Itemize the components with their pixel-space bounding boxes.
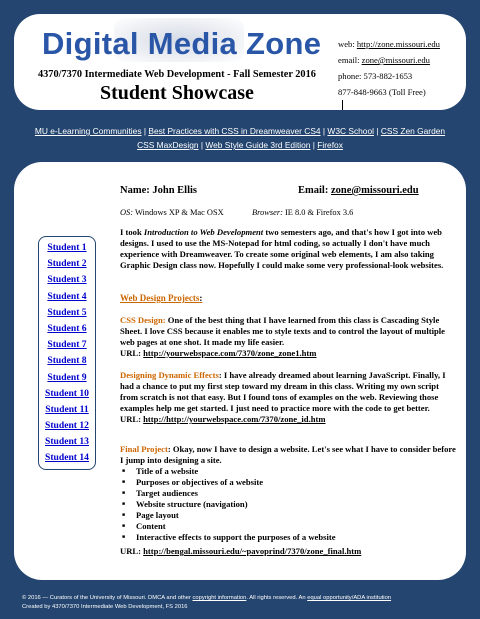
phone-number: phone: 573-882-1653	[338, 71, 413, 81]
sidebar-item-student-1[interactable]: Student 1	[47, 242, 87, 253]
nav-link-maxdesign[interactable]: CSS MaxDesign	[137, 140, 199, 150]
intro-course-name: Introduction to Web Development	[143, 227, 264, 237]
css-design-text: One of the best thing that I have learned from this class is Cascading Style Sheet. I love CSS because it enables me to style texts and to control the layout of multiple web pages at one shot. It made my life easier.	[120, 315, 445, 347]
final-url-label: URL:	[120, 546, 144, 556]
list-item: ■ Interactive effects to support the purposes of a website	[136, 532, 456, 543]
final-project-list	[120, 466, 456, 543]
browser-value: IE 8.0 & Firefox 3.6	[284, 208, 354, 217]
list-item: ■ Content	[136, 521, 456, 532]
list-item: ■ Website structure (navigation)	[136, 499, 456, 510]
sidebar-item-student-12[interactable]: Student 12	[45, 420, 89, 432]
text-cursor	[342, 100, 343, 110]
dynamic-effects-label: Designing Dynamic Effects	[120, 370, 219, 380]
nav-sep: |	[376, 126, 379, 136]
final-project-block	[120, 444, 456, 557]
sidebar-item-student-7[interactable]: Student 7	[47, 339, 87, 351]
sidebar-item-student-4[interactable]: Student 4	[47, 290, 87, 302]
nav-sep: |	[312, 140, 315, 150]
browser-wrap	[252, 208, 353, 217]
sidebar-item-student-3[interactable]: Student 3	[47, 274, 87, 286]
intro-text-a: I took	[120, 227, 144, 237]
main-panel	[14, 162, 466, 580]
student-sidebar	[38, 236, 96, 470]
footer-ada-link[interactable]: equal opportunity/ADA institution	[307, 595, 392, 601]
final-url-link[interactable]: http://bengal.missouri.edu/~pavoprind/7370/zone_final.htm	[143, 546, 362, 556]
dynamic-url-label: URL:	[120, 414, 144, 424]
final-project-text: : Okay, now I have to design a website. Let's see what I have to consider before I jump into designing a site.	[120, 444, 456, 465]
student-email-label: Email:	[298, 185, 329, 196]
nav-link-zen-garden[interactable]: CSS Zen Garden	[380, 126, 446, 136]
list-item: ■ Title of a website	[136, 466, 456, 477]
email-link[interactable]: zone@missouri.edu	[361, 55, 430, 65]
css-design-label: CSS Design:	[120, 315, 166, 325]
header-panel	[14, 14, 466, 110]
browser-label: Browser:	[252, 208, 283, 217]
sidebar-item-student-14[interactable]: Student 14	[45, 452, 89, 464]
sidebar-item-student-13[interactable]: Student 13	[45, 436, 89, 448]
footer-line-1	[22, 594, 391, 603]
nav-sep: |	[143, 126, 147, 136]
student-email-link[interactable]: zone@missouri.edu	[330, 185, 419, 196]
contact-info	[338, 36, 440, 100]
email-label: email:	[338, 55, 360, 65]
sidebar-item-student-8[interactable]: Student 8	[47, 355, 87, 367]
footer-copyright-link[interactable]: copyright information	[192, 595, 247, 601]
os-row	[120, 208, 354, 217]
projects-heading-text: Web Design Projects	[120, 293, 200, 303]
nav-sep: |	[322, 126, 326, 136]
list-item: ■ Purposes or objectives of a website	[136, 477, 456, 488]
nav-link-best-practices[interactable]: Best Practices with CSS in Dreamweaver CS4	[148, 126, 321, 136]
css-url-link[interactable]: http://yourwebspace.com/7370/zone_zone1.htm	[143, 348, 317, 358]
final-project-label: Final Project	[120, 444, 168, 454]
nav-row-2	[20, 138, 460, 152]
footer	[22, 594, 391, 612]
final-url-row	[120, 546, 456, 557]
sidebar-item-student-10[interactable]: Student 10	[45, 387, 89, 399]
list-item: ■ Target audiences	[136, 488, 456, 499]
os-value: Windows XP & Mac OSX	[134, 208, 224, 217]
footer-copyright: © 2016 — Curators of the University of Missouri. DMCA and other	[22, 595, 193, 601]
course-title: 4370/7370 Intermediate Web Development - Fall Semester 2016	[38, 69, 316, 80]
footer-rights: . All rights reserved. An	[246, 595, 308, 601]
sidebar-item-student-5[interactable]: Student 5	[47, 306, 87, 318]
sidebar-item-student-2[interactable]: Student 2	[47, 258, 87, 270]
web-link[interactable]: http://zone.missouri.edu	[356, 39, 440, 49]
toll-free-number: 877-848-9663 (Toll Free)	[338, 87, 426, 97]
projects-heading	[120, 293, 202, 303]
projects-heading-colon: :	[199, 293, 203, 303]
intro-paragraph	[120, 227, 456, 271]
nav-link-w3c[interactable]: W3C School	[327, 126, 374, 136]
nav-row-1	[20, 124, 460, 138]
list-item: ■ Page layout	[136, 510, 456, 521]
dynamic-effects-block	[120, 370, 456, 425]
footer-line-2: Created by 4370/7370 Intermediate Web Development, FS 2016	[22, 604, 188, 610]
sidebar-item-student-9[interactable]: Student 9	[47, 371, 87, 383]
dynamic-effects-text: : I have already dreamed about learning JavaScript. Finally, I had a chance to put my first step toward my dream in this class. Writing my own script from scratch is not that easy. But I found tons of examples on the web. Reviewing those examples help me get started. I just need to practice more with the code to get better.	[120, 370, 446, 413]
nav-link-firefox[interactable]: Firefox	[317, 140, 343, 150]
resource-nav	[20, 124, 460, 152]
nav-link-style-guide[interactable]: Web Style Guide 3rd Edition	[205, 140, 311, 150]
page-title: Student Showcase	[100, 82, 254, 104]
intro-text-b: two semesters ago, and that's how I got into web designs. I used to use the MS-Notepad for html coding, so actually I don't have much experience with Dreamweaver. To create some original web elements, I am also taking Graphic Design class now. Hopefully I could make some very professional-look websites.	[120, 227, 444, 270]
css-design-block	[120, 315, 456, 359]
web-label: web:	[338, 39, 355, 49]
nav-sep: |	[200, 140, 204, 150]
os-label: OS:	[120, 208, 134, 217]
name-row	[120, 185, 456, 196]
site-logo[interactable]: Digital Media Zone	[42, 26, 322, 61]
css-url-label: URL:	[120, 348, 144, 358]
sidebar-item-student-6[interactable]: Student 6	[47, 322, 87, 334]
sidebar-item-student-11[interactable]: Student 11	[45, 403, 89, 415]
nav-link-elearning[interactable]: MU e-Learning Communities	[34, 126, 142, 136]
student-name: Name: John Ellis	[120, 185, 198, 196]
student-email-wrap	[298, 185, 419, 196]
dynamic-url-link[interactable]: http://http://yourwebspace.com/7370/zone_id.htm	[143, 414, 326, 424]
